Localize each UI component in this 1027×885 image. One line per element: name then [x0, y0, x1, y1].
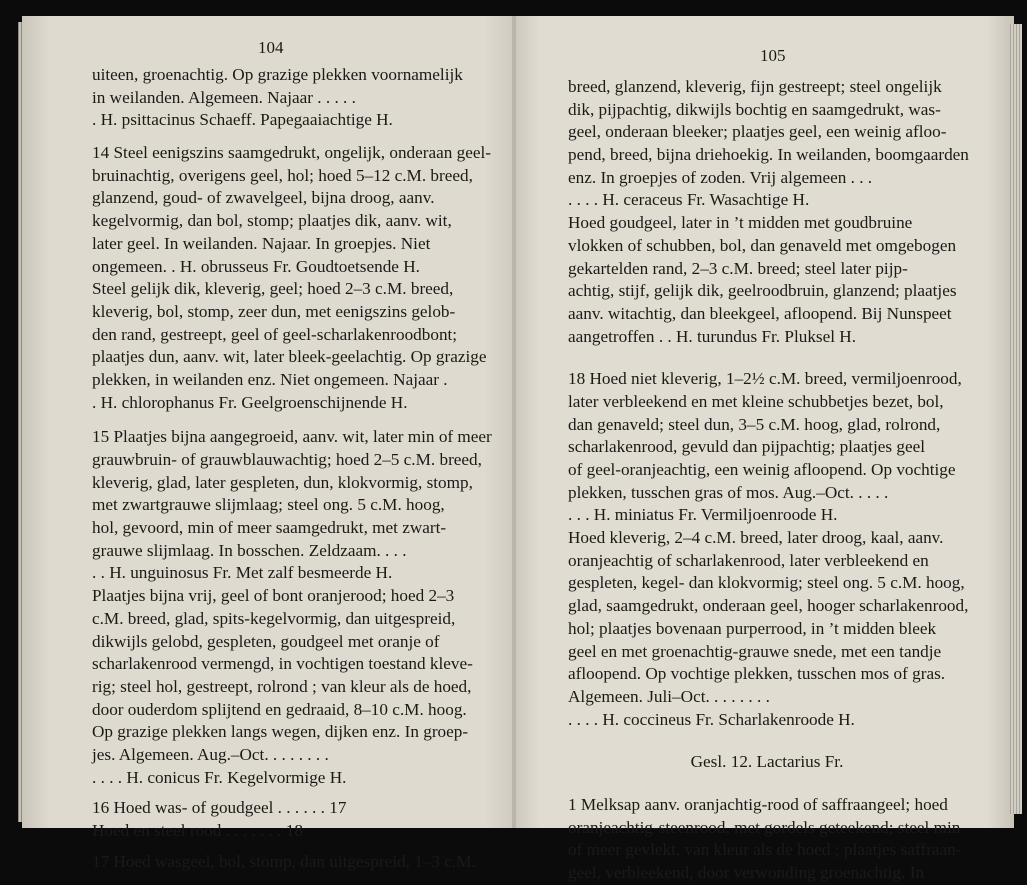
text-line: den rand, gestreept, geel of geel-scharlakenroodbont;: [92, 324, 458, 344]
text-line: dan genaveld; steel dun, 3–5 c.M. hoog, glad, rolrond,: [568, 414, 941, 434]
text-line: scharlakenrood vermengd, in vochtigen toestand kleve-: [92, 654, 473, 674]
text-line: kegelvormig, dan bol, stomp; plaatjes dik, aanv. wit,: [92, 211, 452, 231]
text-line: plekken, tusschen gras of mos. Aug.–Oct. . . . .: [568, 482, 889, 502]
text-line: dik, pijpachtig, dikwijls bochtig en saamgedrukt, was-: [568, 99, 941, 119]
text-line: vlokken of schubben, bol, dan genaveld met omgebogen: [568, 235, 957, 255]
text-line: gekartelden rand, 2–3 c.M. breed; steel later pijp-: [568, 258, 908, 278]
text-line: aanv. witachtig, dan bleekgeel, afloopend. Bij Nunspeet: [568, 303, 952, 323]
text-line: jes. Algemeen. Aug.–Oct. . . . . . . .: [92, 744, 329, 764]
text-line: grauwbruin- of grauwblauwachtig; hoed 2–5 c.M. breed,: [92, 450, 482, 469]
text-line: enz. In groepjes of zoden. Vrij algemeen . . .: [568, 167, 873, 187]
text-line: afloopend. Op vochtige plekken, tusschen mos of gras.: [568, 664, 946, 684]
text-line: 15 Plaatjes bijna aangegroeid, aanv. wit, later min of meer: [92, 427, 492, 447]
text-line: achtig, stijf, gelijk dik, geelroodbruin, glanzend; plaatjes: [568, 281, 957, 301]
text-line: later verbleekend en met kleine schubbetjes bezet, bol,: [568, 391, 944, 411]
text-line: 18 Hoed niet kleverig, 1–2½ c.M. breed, vermiljoenrood,: [568, 369, 962, 389]
text-line: Algemeen. Juli–Oct. . . . . . . .: [568, 686, 770, 706]
text-line: . H. chlorophanus Fr. Geelgroenschijnende H.: [92, 392, 408, 412]
text-line: glanzend, goud- of zwavelgeel, bijna droog, aanv.: [92, 188, 435, 208]
text-line: . . . . H. conicus Fr. Kegelvormige H.: [92, 767, 347, 787]
text-line: kleverig, bol, stomp, zeer dun, met eenigszins gelob-: [92, 301, 456, 321]
text-line: kleverig, glad, later gespleten, dun, klokvormig, stomp,: [92, 472, 473, 492]
text-line: of geel-oranjeachtig, een weinig afloopend. Op vochtige: [568, 460, 956, 479]
text-line: grauwe slijmlaag. In bosschen. Zeldzaam. . . .: [92, 540, 407, 560]
text-line: dikwijls gelobd, gespleten, goudgeel met oranje of: [92, 631, 440, 651]
text-line: Hoed goudgeel, later in ’t midden met goudbruine: [568, 213, 913, 233]
text-line: Hoed en steel rood . . . . . . . 18: [92, 821, 303, 840]
text-line: 1 Melksap aanv. oranjachtig-rood of saffraangeel; hoed: [568, 794, 948, 814]
book-page-edges: [1010, 24, 1022, 814]
page-number: 105: [760, 46, 786, 65]
text-line: met zwartgrauwe slijmlaag; steel ong. 5 c.M. hoog,: [92, 495, 445, 515]
text-line: glad, saamgedrukt, onderaan geel, hooger scharlakenrood,: [568, 596, 969, 616]
text-line: hol; plaatjes bovenaan purperrood, in ’t midden bleek: [568, 618, 937, 638]
text-line: Plaatjes bijna vrij, geel of bont oranjerood; hoed 2–3: [92, 586, 455, 606]
text-line: bruinachtig, overigens geel, hol; hoed 5–12 c.M. breed,: [92, 165, 473, 185]
text-line: plaatjes dun, aanv. wit, later bleek-geelachtig. Op grazige: [92, 347, 487, 367]
text-line: geel en met groenachtig-grauwe snede, met een tandje: [568, 641, 942, 661]
text-line: 14 Steel eenigszins saamgedrukt, ongelijk, onderaan geel-: [92, 143, 492, 163]
text-line: uiteen, groenachtig. Op grazige plekken voornamelijk: [92, 65, 463, 84]
text-line: 17 Hoed wasgeel, bol, stomp, dan uitgespreid, 1–3 c.M.: [92, 851, 476, 871]
text-line: oranjeachtig of scharlakenrood, later verbleekend en: [568, 550, 929, 570]
text-line: geel, onderaan bleeker; plaatjes geel, een weinig afloo-: [568, 122, 947, 142]
text-line: pend, breed, bijna driehoekig. In weilanden, boomgaarden: [568, 145, 969, 165]
text-line: 16 Hoed was- of goudgeel . . . . . . 17: [92, 798, 347, 818]
text-line: . . . . H. coccineus Fr. Scharlakenroode H.: [568, 709, 855, 729]
left-page-text: [92, 64, 490, 873]
text-line: . . H. unguinosus Fr. Met zalf besmeerde H.: [92, 563, 393, 583]
text-line: Steel gelijk dik, kleverig, geel; hoed 2–3 c.M. breed,: [92, 279, 454, 299]
text-line: aangetroffen . . H. turundus Fr. Pluksel H.: [568, 326, 857, 346]
text-line: oranjeachtig-steenrood, met gordels geteekend; steel min: [568, 817, 961, 837]
text-line: breed, glanzend, kleverig, fijn gestreept; steel ongelijk: [568, 77, 942, 96]
text-line: scharlakenrood, gevuld dan pijpachtig; plaatjes geel: [568, 437, 925, 457]
text-line: door ouderdom splijtend en gedraaid, 8–10 c.M. hoog.: [92, 699, 467, 719]
right-page: [516, 16, 1014, 882]
text-line: plekken, in weilanden enz. Niet ongemeen. Najaar .: [92, 369, 448, 389]
text-line: gespleten, kegel- dan klokvormig; steel ong. 5 c.M. hoog,: [568, 573, 965, 593]
text-line: . H. psittacinus Schaeff. Papegaaiachtige H.: [92, 110, 393, 130]
text-line: rig; steel hol, gestreept, rolrond ; van kleur als de hoed,: [92, 676, 472, 696]
text-line: later geel. In weilanden. Najaar. In groepjes. Niet: [92, 233, 431, 253]
text-line: . . . . H. ceraceus Fr. Wasachtige H.: [568, 190, 810, 210]
text-line: ongemeen. . H. obrusseus Fr. Goudtoetsende H.: [92, 256, 420, 276]
left-page: [22, 16, 514, 871]
text-line: in weilanden. Algemeen. Najaar . . . . .: [92, 87, 356, 107]
text-line: of meer gevlekt, van kleur als de hoed ; plaatjes saffraan-: [568, 840, 962, 860]
book-spread: [22, 16, 1014, 882]
right-page-text: [568, 76, 969, 885]
text-line: . . . H. miniatus Fr. Vermiljoenroode H.: [568, 505, 838, 525]
text-line: c.M. breed, glad, spits-kegelvormig, dan uitgespreid,: [92, 608, 456, 628]
text-line: geel, verbleekend, door verwonding groenachtig. In: [568, 863, 925, 882]
text-line: hol, gevoord, min of meer saamgedrukt, met zwart-: [92, 518, 447, 538]
text-line: Op grazige plekken langs wegen, dijken enz. In groep-: [92, 722, 469, 742]
text-line: Gesl. 12. Lactarius Fr.: [690, 752, 844, 772]
text-line: Hoed kleverig, 2–4 c.M. breed, later droog, kaal, aanv.: [568, 528, 944, 548]
page-number: 104: [258, 38, 284, 57]
